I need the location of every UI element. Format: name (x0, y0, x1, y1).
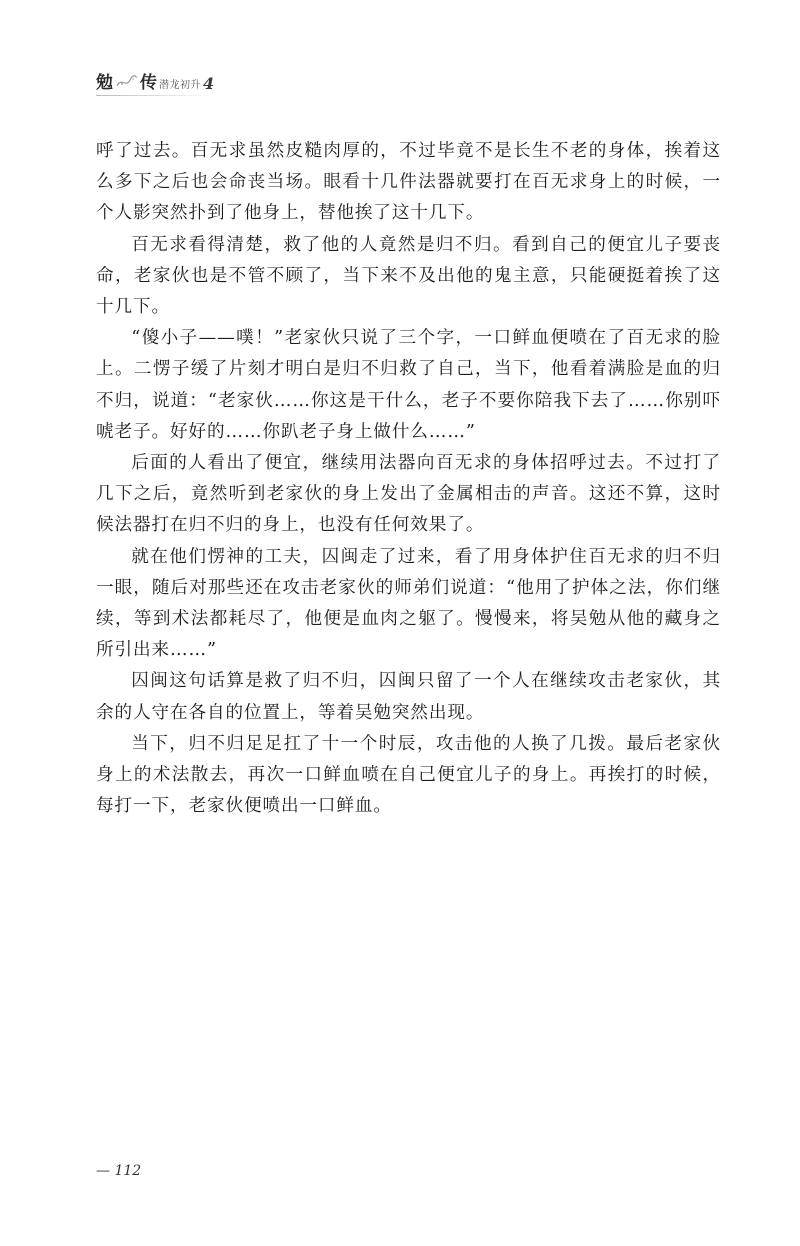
header-title-char-1: 勉 (96, 73, 113, 93)
header-volume-number: 4 (203, 74, 215, 93)
header-subtitle: 潜龙初升 (159, 80, 201, 91)
body-text (96, 136, 721, 822)
paragraph-7: 当下，归不归足足扛了十一个时辰，攻击他的人换了几拨。最后老家伙身上的术法散去，再次一口鲜血喷在自己便宜儿子的身上。再挨打的时候，每打一下，老家伙便喷出一口鲜血。 (96, 733, 721, 817)
page-number: — 112 (96, 1163, 142, 1179)
paragraph-6: 囚闽这句话算是救了归不归，囚闽只留了一个人在继续攻击老家伙，其余的人守在各自的位置上，等着吴勉突然出现。 (96, 671, 721, 723)
paragraph-5: 就在他们愣神的工夫，囚闽走了过来，看了用身体护住百无求的归不归一眼，随后对那些还在攻击老家伙的师弟们说道：“他用了护体之法，你们继续，等到术法都耗尽了，他便是血肉之躯了。慢慢来，将吴勉从他的藏身之所引出来……” (96, 546, 721, 661)
paragraph-1: 呼了过去。百无求虽然皮糙肉厚的，不过毕竟不是长生不老的身体，挨着这么多下之后也会命丧当场。眼看十几件法器就要打在百无求身上的时候，一个人影突然扑到了他身上，替他挨了这十几下。 (96, 141, 721, 224)
paragraph-2: 百无求看得清楚，救了他的人竟然是归不归。看到自己的便宜儿子要丧命，老家伙也是不管不顾了，当下来不及出他的鬼主意，只能硬挺着挨了这十几下。 (96, 234, 721, 318)
paragraph-4: 后面的人看出了便宜，继续用法器向百无求的身体招呼过去。不过打了几下之后，竟然听到老家伙的身上发出了金属相击的声音。这还不算，这时候法器打在归不归的身上，也没有任何效果了。 (96, 453, 721, 536)
paragraph-3: “傻小子——噗！”老家伙只说了三个字，一口鲜血便喷在了百无求的脸上。二愣子缓了片刻才明白是归不归救了自己，当下，他看着满脸是血的归不归，说道：“老家伙……你这是干什么，老子不要你陪我下去了……你别吓唬老子。好好的……你趴老子身上做什么……” (96, 328, 721, 442)
header-title-char-2: 传 (140, 73, 157, 93)
header-rule (96, 95, 216, 96)
running-header (96, 58, 214, 92)
header-ornament-icon (116, 75, 138, 89)
